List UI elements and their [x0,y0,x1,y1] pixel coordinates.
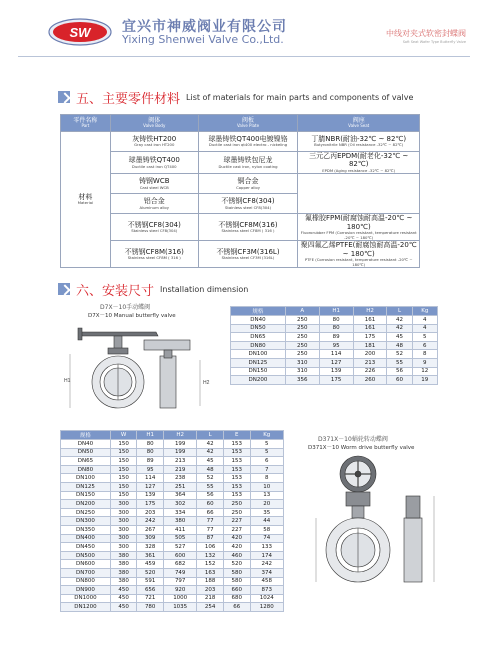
table-row [61,457,284,466]
table-cell: 55 [387,358,412,367]
table-cell: 380 [163,517,196,526]
table-row [61,551,284,560]
table-cell: DN65 [231,333,286,342]
table-cell: 251 [163,482,196,491]
table-cell: DN400 [61,534,111,543]
table-cell: 132 [197,551,224,560]
table-cell: 374 [250,568,284,577]
table-cell: DN100 [231,350,286,359]
table-cell: 4 [412,324,437,333]
table-cell: 250 [285,316,319,325]
table-cell: 361 [137,551,164,560]
worm-butterfly-valve-drawing [296,452,446,592]
table-cell: 139 [137,491,164,500]
worm-valve-caption-cn: D371X－10蜗轮转动蝶阀 [318,436,388,443]
table-cell: 150 [110,465,137,474]
table-row [61,474,284,483]
header-valve-plate: 阀板 Valve Plate [198,115,298,132]
table-cell: 267 [137,525,164,534]
page-header [0,0,488,56]
materials-table [60,114,420,268]
table-cell: 8 [412,350,437,359]
plate-cell: 不锈钢CF3M(316L) Stainless steel CF3M (316L) [198,241,298,268]
table-row [61,534,284,543]
table-cell: 74 [250,534,284,543]
table-row [231,316,438,325]
table-cell: 114 [319,350,353,359]
body-cell: 灰铸铁HT200 Gray cast iron HT200 [110,132,198,152]
body-cell: 不锈钢CF8M(316) Stainless steel CF8M ( 316 ) [110,241,198,268]
table-cell: DN150 [61,491,111,500]
table-cell: 780 [137,603,164,612]
table-row [61,594,284,603]
table-cell: 580 [223,577,250,586]
table-cell: 12 [412,367,437,376]
header-size: 规格 [61,431,111,440]
manual-valve-caption-en: D7X－10 Manual butterfly valve [88,313,176,319]
table-cell: 250 [285,324,319,333]
table-cell: 80 [137,448,164,457]
table-cell: 66 [223,603,250,612]
materials-header-row [61,115,420,132]
table-cell: 199 [163,448,196,457]
table-cell: DN40 [61,440,111,449]
table-row [61,482,284,491]
table-row [61,440,284,449]
table-cell: 380 [110,577,137,586]
table-cell: 20 [250,500,284,509]
table-cell: DN600 [61,560,111,569]
plate-cell: 球墨铸铁QT400电镀镍铬 Ductile cast iron qt400 electro - nickeling [198,132,298,152]
table-cell: 420 [223,534,250,543]
table-cell: 520 [137,568,164,577]
table-cell: 150 [110,491,137,500]
table-cell: 254 [197,603,224,612]
header-part: 零件名称 Part [61,115,111,132]
table-cell: 5 [250,448,284,457]
table-cell: 302 [163,500,196,509]
header-divider [18,56,470,57]
table-row [61,241,420,268]
header-valve-body: 阀体 Valve Body [110,115,198,132]
body-cell: 铝合金 Aluminum alloy [110,194,198,214]
table-cell: 153 [223,474,250,483]
table-cell: DN65 [61,457,111,466]
table-cell: 200 [353,350,387,359]
header-e: E [223,431,250,440]
table-cell: 242 [250,560,284,569]
table-cell: 310 [285,367,319,376]
table-cell: 300 [110,517,137,526]
table-cell: 458 [250,577,284,586]
table-row [231,358,438,367]
table-row [61,174,420,194]
section-installation-heading [58,280,248,298]
dimension-header-row [231,307,438,316]
table-cell: DN700 [61,568,111,577]
table-cell: 364 [163,491,196,500]
table-cell: 127 [319,358,353,367]
body-cell: 球墨铸铁QT400 Ductile cast iron QT400 [110,152,198,174]
table-row [231,350,438,359]
checkmark-icon [58,283,70,295]
table-cell: 721 [137,594,164,603]
table-cell: 152 [197,560,224,569]
table-cell: 250 [223,508,250,517]
manual-valve-dimension-table [230,306,438,385]
table-cell: 7 [250,465,284,474]
table-cell: 309 [137,534,164,543]
header-kg: Kg [412,307,437,316]
seat-cell: 丁腈NBR(耐油-32℃ ~ 82℃) Butyronitrile NBR (Oil resistance -32℃ ~ 82℃) [298,132,420,152]
logo-text: SW [69,25,91,40]
table-cell: 4 [412,316,437,325]
table-cell: 56 [387,367,412,376]
table-cell: 48 [197,465,224,474]
table-cell: 150 [110,457,137,466]
table-cell: DN900 [61,586,111,595]
table-cell: 250 [285,350,319,359]
table-cell: 52 [197,474,224,483]
table-cell: 6 [250,457,284,466]
table-cell: 10 [250,482,284,491]
table-cell: 356 [285,376,319,385]
plate-cell: 不锈钢CF8M(316) Stainless steel CF8M ( 316 ) [198,214,298,241]
table-row [61,543,284,552]
table-row [231,367,438,376]
table-cell: 133 [250,543,284,552]
table-row [61,491,284,500]
table-cell: 139 [319,367,353,376]
table-cell: 460 [223,551,250,560]
table-cell: 42 [197,448,224,457]
table-cell: DN80 [231,341,286,350]
table-cell: 300 [110,500,137,509]
table-cell: 749 [163,568,196,577]
seat-cell: 聚四氟乙烯PTFE(耐腐蚀耐高温-20℃ ~ 180℃) PTFE (Corrosion resistant, temperature resistant -20℃ ~ 180℃) [298,241,420,268]
section-materials-title-en: List of materials for main parts and components of valve [186,92,414,102]
table-row [61,577,284,586]
table-cell: 334 [163,508,196,517]
table-cell: 42 [197,440,224,449]
worm-valve-caption-en: D371X－10 Worm drive butterfly valve [308,445,415,451]
table-row [61,568,284,577]
table-cell: 95 [137,465,164,474]
table-cell: 150 [110,482,137,491]
table-cell: DN1200 [61,603,111,612]
table-cell: 106 [197,543,224,552]
table-cell: 153 [223,448,250,457]
table-cell: 80 [137,440,164,449]
table-cell: 660 [223,586,250,595]
table-cell: DN200 [231,376,286,385]
table-cell: 77 [197,525,224,534]
table-cell: 175 [353,333,387,342]
table-cell: 310 [285,358,319,367]
table-cell: 682 [163,560,196,569]
seat-cell: 三元乙丙EPDM(耐老化-32℃ ~ 82℃) EPDM (Aging resistance -32℃ ~ 82℃) [298,152,420,174]
table-cell: 1024 [250,594,284,603]
table-cell: DN50 [61,448,111,457]
checkmark-icon [58,91,70,103]
table-cell: 44 [250,517,284,526]
table-row [61,517,284,526]
table-cell: 300 [110,508,137,517]
table-row [61,448,284,457]
table-cell: 380 [110,568,137,577]
svg-text:H2: H2 [203,380,210,386]
table-cell: 153 [223,482,250,491]
company-name-en: Yixing Shenwei Valve Co.,Ltd. [122,33,284,46]
table-cell: 250 [285,333,319,342]
table-cell: 260 [353,376,387,385]
table-cell: 95 [319,341,353,350]
table-cell: DN500 [61,551,111,560]
company-name-cn: 宜兴市神威阀业有限公司 [122,19,287,35]
table-cell: 35 [250,508,284,517]
plate-cell: 不锈钢CF8(304) Stainless steel CF8(304) [198,194,298,214]
table-row [231,376,438,385]
table-cell: 13 [250,491,284,500]
table-cell: 58 [250,525,284,534]
company-logo [48,18,112,46]
table-row [61,508,284,517]
table-row [61,603,284,612]
table-cell: 161 [353,316,387,325]
table-cell: DN100 [61,474,111,483]
manual-butterfly-valve-drawing [60,320,220,415]
table-cell: 153 [223,440,250,449]
header-h1: H1 [137,431,164,440]
table-cell: 114 [137,474,164,483]
table-cell: 450 [110,586,137,595]
table-cell: 175 [137,500,164,509]
table-cell: 203 [197,586,224,595]
table-cell: 45 [197,457,224,466]
header-h1: H1 [319,307,353,316]
table-cell: 6 [412,341,437,350]
section-installation-title-cn: 六、安装尺寸 [76,283,155,299]
table-cell: 227 [223,525,250,534]
table-cell: 8 [250,474,284,483]
section-materials-title-cn: 五、主要零件材料 [76,91,181,107]
table-cell: 520 [223,560,250,569]
table-cell: 55 [197,482,224,491]
table-cell: 66 [197,508,224,517]
table-cell: 89 [137,457,164,466]
table-cell: 380 [110,551,137,560]
table-cell: 5 [412,333,437,342]
table-cell: 328 [137,543,164,552]
table-cell: 77 [197,517,224,526]
table-row [61,132,420,152]
table-cell: DN450 [61,543,111,552]
section-installation-title-en: Installation dimension [160,284,249,294]
table-cell: DN1000 [61,594,111,603]
table-cell: DN125 [231,358,286,367]
table-cell: 1035 [163,603,196,612]
table-cell: 505 [163,534,196,543]
table-cell: 150 [110,440,137,449]
table-cell: 181 [353,341,387,350]
table-cell: 199 [163,440,196,449]
svg-text:H1: H1 [64,378,71,384]
table-row [61,560,284,569]
table-cell: 203 [137,508,164,517]
header-w: W [110,431,137,440]
table-row [231,333,438,342]
table-cell: 52 [387,350,412,359]
table-cell: 89 [319,333,353,342]
table-cell: 300 [110,534,137,543]
table-cell: 226 [353,367,387,376]
table-cell: DN800 [61,577,111,586]
table-cell: 873 [250,586,284,595]
table-cell: DN50 [231,324,286,333]
table-cell: 150 [110,474,137,483]
header-l: L [197,431,224,440]
table-cell: 163 [197,568,224,577]
table-cell: 19 [412,376,437,385]
table-cell: 1000 [163,594,196,603]
table-cell: 219 [163,465,196,474]
table-cell: DN300 [61,517,111,526]
table-cell: 127 [137,482,164,491]
table-cell: DN200 [61,500,111,509]
plate-cell: 铜合金 Copper alloy [198,174,298,194]
table-cell: 56 [197,491,224,500]
table-cell: 450 [110,594,137,603]
table-cell: 600 [163,551,196,560]
table-cell: 218 [197,594,224,603]
header-h2: H2 [353,307,387,316]
table-cell: 48 [387,341,412,350]
table-cell: DN150 [231,367,286,376]
table-cell: 300 [110,543,137,552]
table-cell: 153 [223,465,250,474]
table-cell: 161 [353,324,387,333]
header-h2: H2 [163,431,196,440]
table-cell: 80 [319,316,353,325]
table-cell: 797 [163,577,196,586]
table-cell: 380 [110,560,137,569]
table-cell: 580 [223,568,250,577]
table-cell: 459 [137,560,164,569]
body-cell: 不锈钢CF8(304) Stainless steel CF8(304) [110,214,198,241]
table-cell: DN40 [231,316,286,325]
table-cell: DN80 [61,465,111,474]
plate-cell: 球墨铸铁包尼龙 Ductile cast iron, nylon coating [198,152,298,174]
table-cell: DN250 [61,508,111,517]
table-cell: 1280 [250,603,284,612]
table-cell: 227 [223,517,250,526]
table-cell: 80 [319,324,353,333]
table-cell: 250 [223,500,250,509]
header-l: L [387,307,412,316]
table-row [61,586,284,595]
header-valve-seat: 阀座 Valve Seat [298,115,420,132]
table-row [61,500,284,509]
table-cell: 527 [163,543,196,552]
table-cell: 60 [387,376,412,385]
table-cell: 150 [110,448,137,457]
body-cell: 铸钢WCB Cast steel WCB [110,174,198,194]
table-cell: 656 [137,586,164,595]
dimension-header-row [61,431,284,440]
seat-cell-empty [298,174,420,214]
table-cell: 213 [353,358,387,367]
manual-valve-caption-cn: D7X－10手动蝶阀 [100,304,151,311]
table-row [61,152,420,174]
table-row [231,341,438,350]
table-row [231,324,438,333]
table-cell: 300 [110,525,137,534]
part-cell-material: 材料 Material [61,132,111,268]
header-a: A [285,307,319,316]
table-cell: 45 [387,333,412,342]
table-cell: 238 [163,474,196,483]
table-cell: 9 [412,358,437,367]
table-cell: 153 [223,491,250,500]
table-cell: 42 [387,316,412,325]
table-cell: 420 [223,543,250,552]
table-cell: 213 [163,457,196,466]
table-cell: 153 [223,457,250,466]
table-row [61,465,284,474]
section-materials-heading [58,88,413,106]
table-cell: 411 [163,525,196,534]
table-cell: 250 [285,341,319,350]
header-kg: Kg [250,431,284,440]
product-tagline-en: Soft Seat Wafer Type Butterfly Valve [402,40,466,44]
table-row [61,214,420,241]
table-cell: 87 [197,534,224,543]
product-tagline-cn: 中线对夹式软密封蝶阀 [386,29,466,38]
seat-cell: 氟橡胶FPM(耐腐蚀耐高温-20℃ ~ 180℃) Fluororubber FPM (Corrosion resistant, temperature resistant -20℃ ~ 180℃) [298,214,420,241]
table-cell: 42 [387,324,412,333]
table-cell: 450 [110,603,137,612]
table-cell: 60 [197,500,224,509]
table-cell: DN125 [61,482,111,491]
table-cell: 680 [223,594,250,603]
header-size: 规格 [231,307,286,316]
table-cell: 174 [250,551,284,560]
table-row [61,525,284,534]
table-cell: 175 [319,376,353,385]
table-cell: 591 [137,577,164,586]
worm-valve-dimension-table [60,430,284,612]
table-cell: 188 [197,577,224,586]
table-cell: 242 [137,517,164,526]
table-cell: DN350 [61,525,111,534]
table-cell: 5 [250,440,284,449]
table-cell: 920 [163,586,196,595]
